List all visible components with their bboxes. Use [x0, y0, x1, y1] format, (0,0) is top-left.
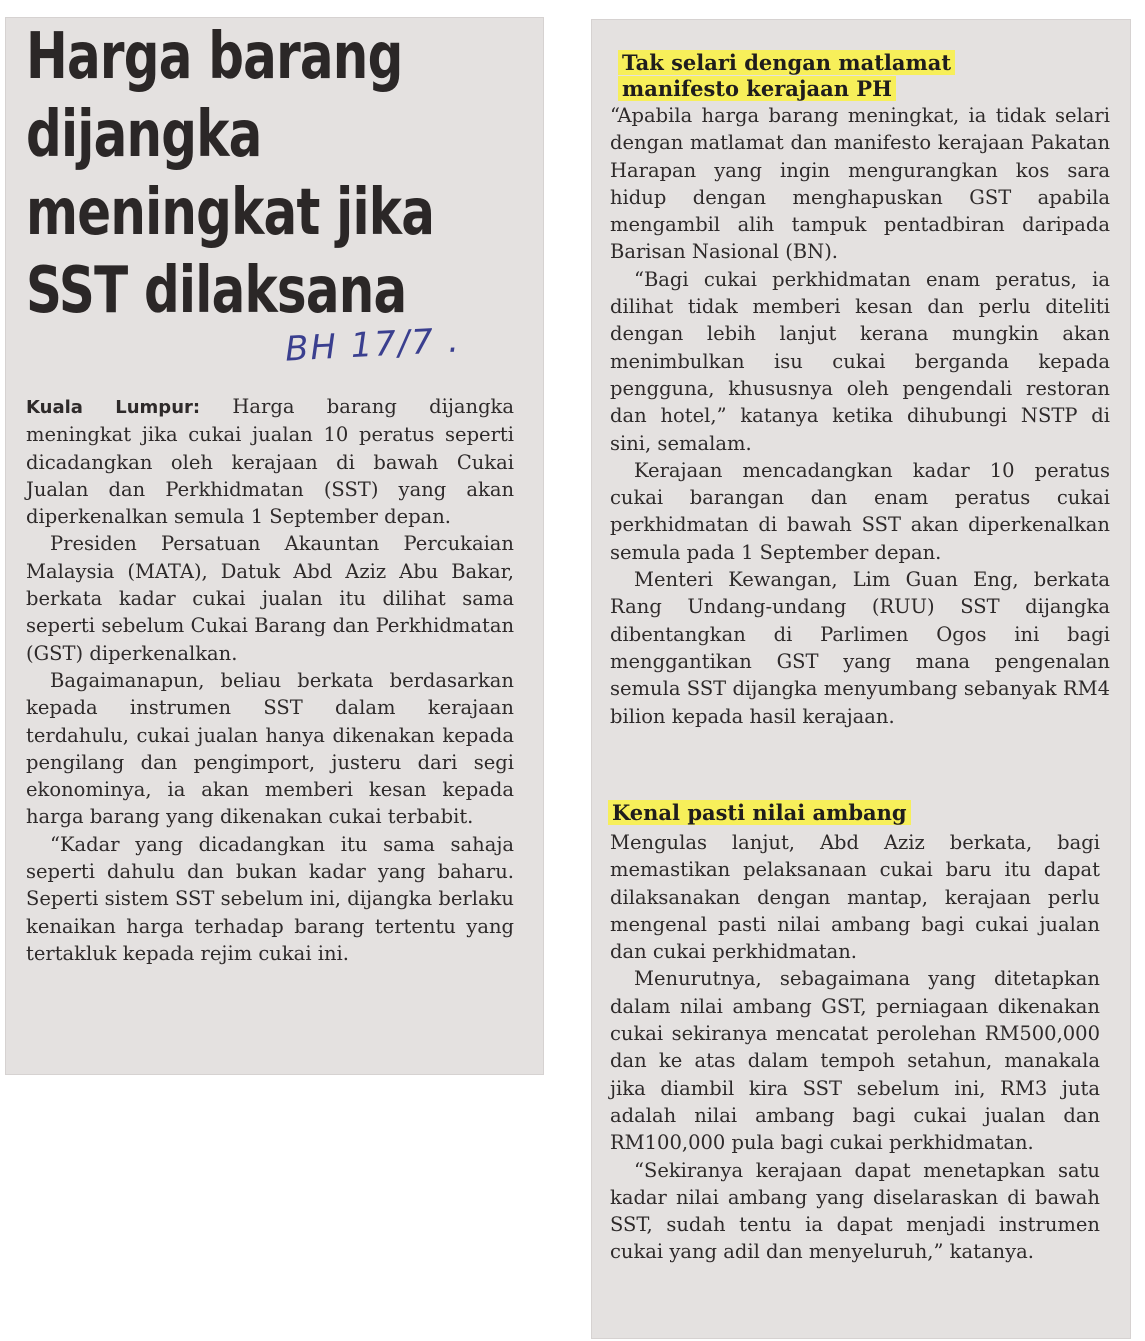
left-article-body [26, 393, 514, 967]
subhead-highlighted: Tak selari dengan matlamat manifesto kerajaan PH [618, 50, 955, 101]
article-paragraph: Kerajaan mencadangkan kadar 10 peratus cukai barangan dan enam peratus cukai perkhidmatan di bawah SST akan diperkenalkan semula pada 1 September depan. [610, 458, 1110, 564]
headline-line: meningkat jika [26, 176, 435, 250]
headline [26, 18, 435, 330]
subhead-container [608, 800, 988, 826]
article-paragraph: Menurutnya, sebagaimana yang ditetapkan dalam nilai ambang GST, perniagaan dikenakan cukai sekiranya mencatat perolehan RM500,000 dan ke atas dalam tempoh setahun, manakala jika diambil kira SST sebelum ini, RM3 juta adalah nilai ambang bagi cukai jualan dan RM100,000 pula bagi cukai perkhidmatan. [610, 967, 1100, 1155]
subhead-highlighted: Kenal pasti nilai ambang [608, 800, 911, 825]
handwritten-date-stamp: BH 17/7 . [284, 320, 462, 370]
headline-line: SST dilaksana [26, 254, 407, 328]
article-paragraph: “Bagi cukai perkhidmatan enam peratus, ia dilihat tidak memberi kesan dan perlu diteliti dengan lebih lanjut kerana mungkin akan menimbulkan isu cukai berganda kepada pengguna, khususnya oleh pengendali restoran dan hotel,” katanya ketika dihubungi NSTP di sini, semalam. [610, 267, 1110, 455]
headline-line: Harga barang [26, 20, 403, 94]
article-paragraph: “Sekiranya kerajaan dapat menetapkan satu kadar nilai ambang yang diselaraskan di bawah SST, sudah tentu ia dapat menjadi instrumen cukai yang adil dan menyeluruh,” katanya. [610, 1158, 1100, 1264]
article-paragraph: Presiden Persatuan Akauntan Percukaian Malaysia (MATA), Datuk Abd Aziz Abu Bakar, berkata kadar cukai jualan itu dilihat sama seperti sebelum Cukai Barang dan Perkhidmatan (GST) diperkenalkan. [26, 532, 514, 665]
paragraph-text: Harga barang dijangka meningkat jika cukai jualan 10 peratus seperti dicadangkan oleh kerajaan di bawah Cukai Jualan dan Perkhidmatan (SST) yang akan diperkenalkan semula 1 September depan. [26, 395, 514, 529]
right-article-body-section-2 [610, 829, 1100, 1266]
headline-line: dijangka [26, 98, 262, 172]
article-paragraph: Menteri Kewangan, Lim Guan Eng, berkata Rang Undang-undang (RUU) SST dijangka dibentangkan di Parlimen Ogos ini bagi menggantikan GST yang mana pengenalan semula SST dijangka menyumbang sebanyak RM4 bilion kepada hasil kerajaan. [610, 568, 1110, 728]
right-article-body-section-1 [610, 102, 1110, 730]
article-paragraph [26, 393, 514, 530]
article-paragraph: Bagaimanapun, beliau berkata berdasarkan kepada instrumen SST dalam kerajaan terdahulu, cukai jualan hanya dikenakan kepada pengilang dan pengimport, justeru dari segi ekonominya, ia akan memberi kesan kepada harga barang yang dikenakan cukai terbabit. [26, 668, 514, 829]
dateline: Kuala Lumpur: [26, 397, 201, 418]
subhead-container [618, 50, 998, 102]
article-paragraph: “Apabila harga barang meningkat, ia tidak selari dengan matlamat dan manifesto kerajaan Pakatan Harapan yang ingin mengurangkan kos sara hidup dengan menghapuskan GST apabila mengambil alih tampuk pentadbiran daripada Barisan Nasional (BN). [610, 104, 1110, 264]
article-paragraph: “Kadar yang dicadangkan itu sama sahaja seperti dahulu dan bukan kadar yang baharu. Seperti sistem SST sebelum ini, dijangka berlaku kenaikan harga terhadap barang tertentu yang tertakluk kepada rejim cukai ini. [26, 832, 514, 965]
article-paragraph: Mengulas lanjut, Abd Aziz berkata, bagi memastikan pelaksanaan cukai baru itu dapat dilaksanakan dengan mantap, kerajaan perlu mengenal pasti nilai ambang bagi cukai jualan dan cukai perkhidmatan. [610, 831, 1100, 964]
